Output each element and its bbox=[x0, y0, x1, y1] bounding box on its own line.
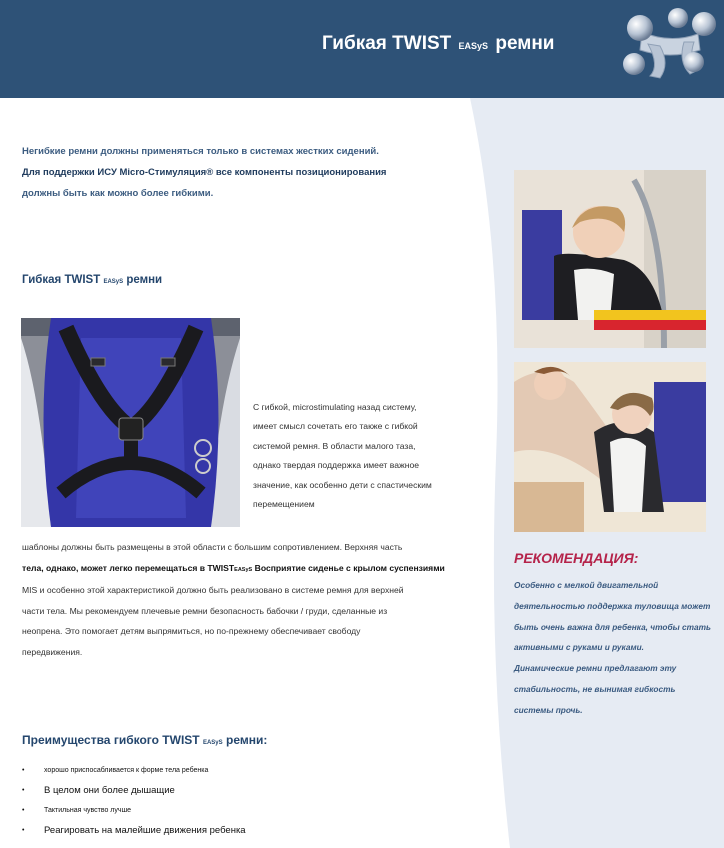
recommendation-line: активными с руками и руками. bbox=[514, 642, 644, 653]
intro-line: Для поддержки ИСУ Micro-Стимуляция® все компоненты позиционирования bbox=[22, 167, 387, 178]
header-title-sub: EASyS bbox=[458, 41, 489, 51]
bullet-icon: • bbox=[22, 826, 25, 834]
text-line: однако твердая поддержка имеет важное bbox=[253, 460, 420, 471]
advantages-title-end: ремни: bbox=[225, 733, 268, 747]
text-line: перемещением bbox=[253, 499, 315, 510]
section-title-end: ремни bbox=[126, 274, 163, 286]
advantages-title-sub: EASyS bbox=[202, 740, 223, 746]
text-line: MIS и особенно этой характеристикой должно быть реализовано в системе ремня для верхней bbox=[22, 585, 404, 595]
list-item-text: хорошо приспосабливается к форме тела ребенка bbox=[44, 766, 209, 774]
text-line: значение, как особенно дети с спастическим bbox=[253, 479, 432, 490]
text-line: имеет смысл сочетать его также с гибкой bbox=[253, 421, 418, 432]
text-line: системой ремня. В области малого таза, bbox=[253, 440, 416, 451]
bullet-icon: • bbox=[22, 806, 25, 814]
header-banner bbox=[0, 0, 724, 98]
text-line: передвижения. bbox=[22, 646, 83, 657]
intro-line: Негибкие ремни должны применяться только в системах жестких сидений. bbox=[22, 146, 379, 157]
list-item bbox=[22, 800, 462, 820]
list-item-text: Тактильная чувство лучше bbox=[44, 806, 132, 814]
header-title-main: Гибкая TWIST bbox=[322, 33, 452, 54]
text-line: шаблоны должны быть размещены в этой области с большим сопротивлением. Верхняя часть bbox=[22, 542, 403, 552]
child-seated-photo bbox=[514, 170, 706, 348]
text-line: С гибкой, microstimulating назад систему, bbox=[253, 402, 417, 412]
section-title-sub: EASyS bbox=[103, 279, 124, 285]
advantages-title-main: Преимущества гибкого TWIST bbox=[22, 733, 200, 747]
recommendation-line: быть очень важна для ребенка, чтобы стать bbox=[514, 621, 711, 632]
list-item-text: Реагировать на малейшие движения ребенка bbox=[44, 824, 246, 836]
text-line: неопрена. Это помогает детям выпрямиться, но по-прежнему обеспечивает свободу bbox=[22, 626, 361, 636]
recommendation-title: РЕКОМЕНДАЦИЯ: bbox=[514, 550, 639, 566]
harness-photo bbox=[21, 318, 240, 527]
header-title bbox=[322, 33, 554, 55]
recommendation-line: Особенно с мелкой двигательной bbox=[514, 580, 659, 590]
list-item bbox=[22, 820, 462, 840]
text-line-bold bbox=[22, 558, 462, 581]
mother-child-photo bbox=[514, 362, 706, 532]
recommendation-text bbox=[514, 575, 714, 721]
list-item-text: В целом они более дышащие bbox=[44, 784, 175, 796]
header-title-end: ремни bbox=[495, 33, 555, 54]
intro-line: должны быть как можно более гибкими. bbox=[22, 188, 214, 199]
list-item bbox=[22, 780, 462, 800]
bullet-icon: • bbox=[22, 786, 25, 794]
recommendation-line: деятельностью поддержка туловища может bbox=[514, 600, 711, 611]
harness-description bbox=[253, 398, 458, 514]
list-item bbox=[22, 760, 462, 780]
bold-text-sub: EASyS bbox=[234, 566, 253, 573]
bold-text: Восприятие сиденье с крылом суспензиями bbox=[252, 562, 445, 573]
text-line: части тела. Мы рекомендуем плечевые ремни безопасность бабочки / груди, сделанные из bbox=[22, 605, 388, 616]
recommendation-line: стабильность, не вынимая гибкость bbox=[514, 683, 676, 694]
intro-text bbox=[22, 141, 462, 204]
bold-text: тела, однако, может легко перемещаться в TWIST bbox=[22, 562, 235, 573]
advantages-list bbox=[22, 760, 462, 840]
recommendation-line: Динамические ремни предлагают эту bbox=[514, 663, 677, 674]
bullet-icon: • bbox=[22, 766, 25, 774]
section-title bbox=[22, 274, 162, 286]
body-paragraph bbox=[22, 537, 462, 662]
advantages-title bbox=[22, 733, 267, 747]
section-title-main: Гибкая TWIST bbox=[22, 274, 101, 286]
recommendation-line: системы прочь. bbox=[514, 704, 583, 715]
brand-logo-icon bbox=[620, 4, 718, 84]
